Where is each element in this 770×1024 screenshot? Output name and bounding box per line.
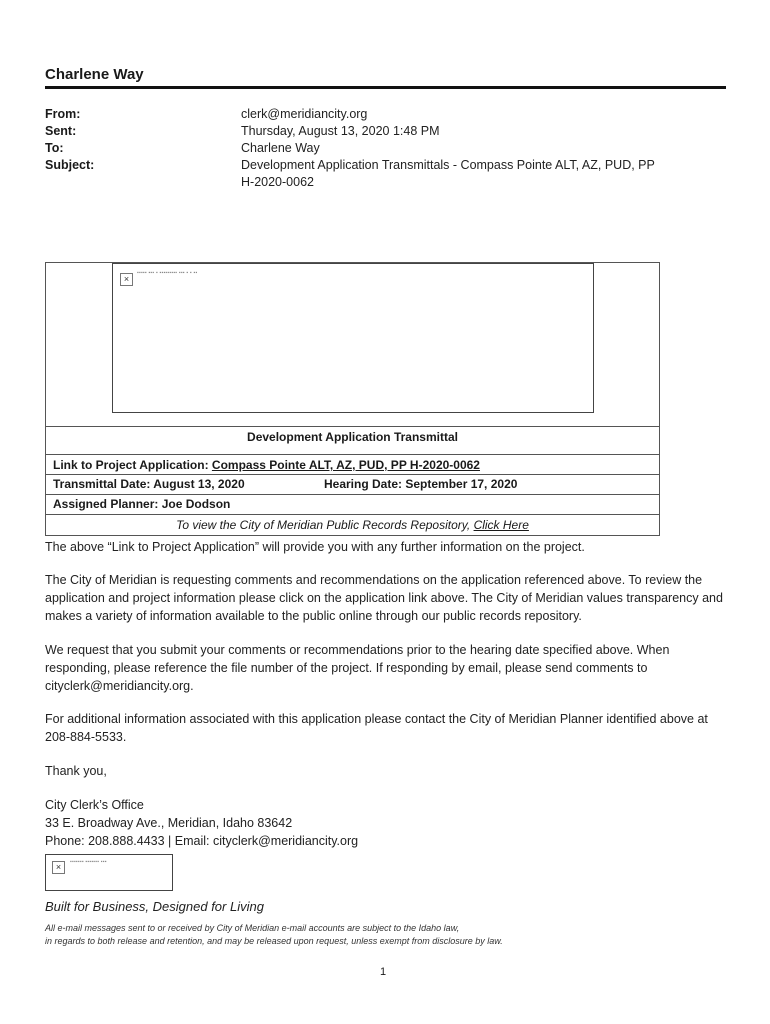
paragraph-link-info: The above “Link to Project Application” will provide you with any further information on the project. xyxy=(45,540,585,554)
to-label: To: xyxy=(45,141,64,155)
broken-image-icon: × xyxy=(52,861,65,874)
records-row xyxy=(46,514,659,535)
records-text: To view the City of Meridian Public Records Repository, xyxy=(176,518,471,532)
sent-value: Thursday, August 13, 2020 1:48 PM xyxy=(241,124,440,138)
transmittal-header: Development Application Transmittal xyxy=(247,430,458,444)
slogan: Built for Business, Designed for Living xyxy=(45,899,264,914)
dates-row xyxy=(46,474,659,495)
signature-contact: Phone: 208.888.4433 | Email: cityclerk@meridiancity.org xyxy=(45,834,359,848)
to-value: Charlene Way xyxy=(241,141,320,155)
subject-value-continued: H-2020-0062 xyxy=(241,175,314,189)
project-link-row xyxy=(46,454,659,475)
logo-image-placeholder xyxy=(45,854,173,891)
from-label: From: xyxy=(45,107,81,121)
planner-row xyxy=(46,494,659,515)
subject-value: Development Application Transmittals - Compass Pointe ALT, AZ, PUD, PP xyxy=(241,158,655,172)
signature-office: City Clerk’s Office xyxy=(45,798,144,812)
transmittal-date: Transmittal Date: August 13, 2020 xyxy=(53,477,245,491)
email-recipient-name: Charlene Way xyxy=(45,66,144,83)
subject-label: Subject: xyxy=(45,158,95,172)
project-link-label: Link to Project Application: xyxy=(53,458,209,472)
image-alt-text: ▪▪▪▪▪ ▪▪▪ ▪ ▪▪▪▪▪▪▪▪▪ ▪▪▪ ▪ ▪ ▪▪ xyxy=(137,270,198,276)
from-value: clerk@meridiancity.org xyxy=(241,107,368,121)
thank-you: Thank you, xyxy=(45,764,107,778)
hearing-date: Hearing Date: September 17, 2020 xyxy=(324,477,518,491)
broken-image-icon: × xyxy=(120,273,133,286)
transmittal-header-row xyxy=(46,426,659,455)
project-application-link[interactable]: Compass Pointe ALT, AZ, PUD, PP H-2020-0062 xyxy=(211,458,480,472)
header-divider xyxy=(45,86,726,89)
paragraph-request: The City of Meridian is requesting comments and recommendations on the application referenced above. To review the application and project information please click on the application link above. The City of Meridian values transparency and makes a variety of information available to the public online through our public records repository. xyxy=(45,573,723,623)
page-number: 1 xyxy=(380,966,387,978)
records-link[interactable]: Click Here xyxy=(473,518,529,532)
image-alt-text: ▪▪▪▪▪▪▪ ▪▪▪▪▪▪▪ ▪▪▪ xyxy=(70,859,107,865)
banner-image-placeholder xyxy=(112,263,594,413)
transmittal-box xyxy=(45,262,660,536)
disclaimer-line-2: in regards to both release and retention, and may be released upon request, unless exempt from disclosure by law. xyxy=(45,936,503,946)
sent-label: Sent: xyxy=(45,124,77,138)
paragraph-submit: We request that you submit your comments or recommendations prior to the hearing date specified above. When responding, please reference the file number of the project. If responding by email, please send comments to cityclerk@meridiancity.org. xyxy=(45,643,670,693)
signature-address: 33 E. Broadway Ave., Meridian, Idaho 83642 xyxy=(45,816,293,830)
disclaimer xyxy=(45,922,503,948)
disclaimer-line-1: All e-mail messages sent to or received by City of Meridian e-mail accounts are subject to the Idaho law, xyxy=(45,923,460,933)
paragraph-contact: For additional information associated with this application please contact the City of Meridian Planner identified above at 208-884-5533. xyxy=(45,712,708,744)
assigned-planner: Assigned Planner: Joe Dodson xyxy=(53,497,231,511)
